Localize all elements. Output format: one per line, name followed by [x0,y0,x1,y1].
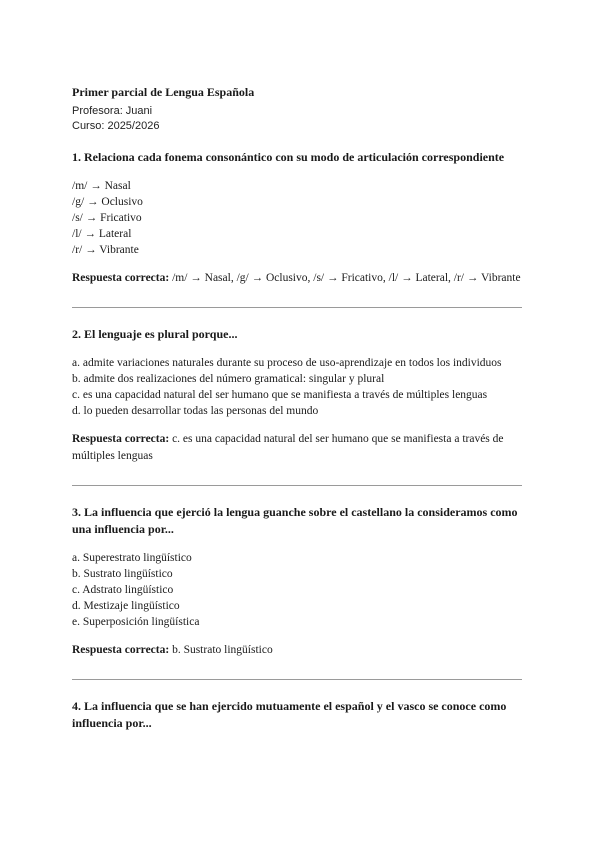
question-2: 2. El lenguaje es plural porque... [72,327,238,341]
question-3-answer [72,642,527,659]
divider [72,307,522,308]
option: /r/ → Vibrante [72,244,139,256]
answer-text: c. es una capacidad natural del ser humano que se manifiesta a través de múltiples lenguas [72,433,504,462]
question-3: 3. La influencia que ejerció la lengua guanche sobre el castellano la consideramos como una influencia por... [72,505,518,536]
question-1-options [72,178,527,258]
option: /g/ → Oclusivo [72,196,143,208]
question-2-answer [72,431,527,465]
teacher-line: Profesora: Juani [72,105,153,117]
divider [72,485,522,486]
question-1: 1. Relaciona cada fonema consonántico con su modo de articulación correspondiente [72,150,505,164]
answer-label: Respuesta correcta: [72,644,170,656]
course-line: Curso: 2025/2026 [72,120,160,132]
exam-page [72,84,527,732]
option: b. Sustrato lingüístico [72,568,173,580]
option: e. Superposición lingüística [72,616,200,628]
option: d. lo pueden desarrollar todas las personas del mundo [72,405,319,417]
exam-title: Primer parcial de Lengua Española [72,85,255,99]
question-2-options [72,355,527,419]
option: b. admite dos realizaciones del número gramatical: singular y plural [72,373,385,385]
option: a. admite variaciones naturales durante su proceso de uso-aprendizaje en todos los individuos [72,357,502,369]
option: c. es una capacidad natural del ser humano que se manifiesta a través de múltiples lenguas [72,389,488,401]
question-4: 4. La influencia que se han ejercido mutuamente el español y el vasco se conoce como influencia por... [72,699,507,730]
option: d. Mestizaje lingüístico [72,600,180,612]
answer-text: /m/ → Nasal, /g/ → Oclusivo, /s/ → Fricativo, /l/ → Lateral, /r/ → Vibrante [169,272,521,284]
option: /m/ → Nasal [72,180,131,192]
question-1-answer [72,270,527,287]
divider [72,679,522,680]
answer-text: b. Sustrato lingüístico [169,644,273,656]
answer-label: Respuesta correcta: [72,272,170,284]
answer-label: Respuesta correcta: [72,433,170,445]
option: /l/ → Lateral [72,228,132,240]
option: a. Superestrato lingüístico [72,552,192,564]
question-3-options [72,550,527,630]
option: c. Adstrato lingüístico [72,584,174,596]
option: /s/ → Fricativo [72,212,142,224]
